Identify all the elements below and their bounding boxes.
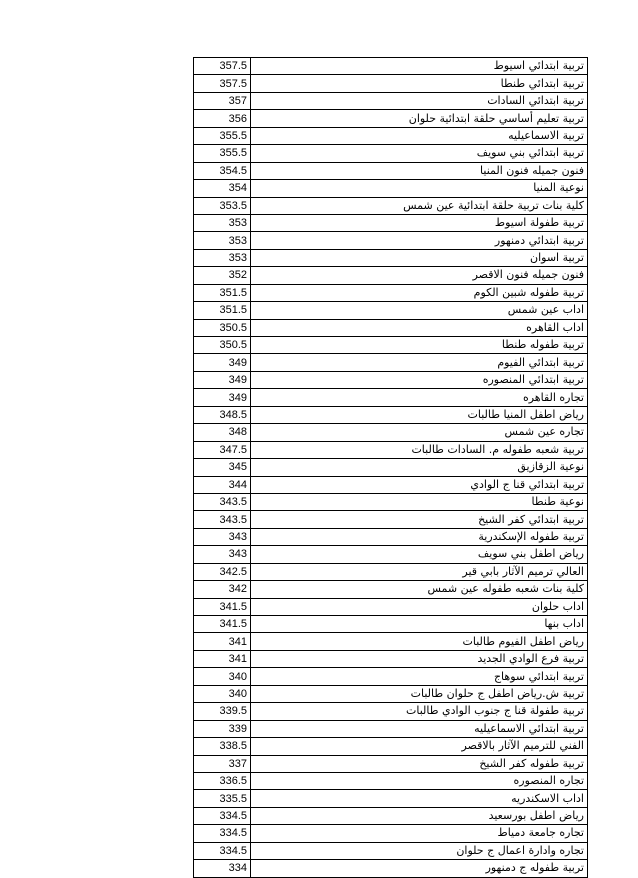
table-row bbox=[194, 703, 588, 720]
faculty-name-cell: تربية ابتدائي السادات bbox=[251, 92, 588, 109]
faculty-name-cell: تربية الاسماعيليه bbox=[251, 127, 588, 144]
table-row bbox=[194, 337, 588, 354]
faculty-name-cell: تربية ابتدائي الفيوم bbox=[251, 354, 588, 371]
table-row bbox=[194, 633, 588, 650]
score-cell: 355.5 bbox=[194, 127, 251, 144]
faculty-name-cell: اداب حلوان bbox=[251, 598, 588, 615]
score-cell: 353 bbox=[194, 214, 251, 231]
table-row bbox=[194, 546, 588, 563]
faculty-name-cell: رياض اطفل المنيا طالبات bbox=[251, 406, 588, 423]
score-cell: 344 bbox=[194, 476, 251, 493]
faculty-name-cell: تجاره المنصوره bbox=[251, 772, 588, 789]
faculty-name-cell: اداب القاهره bbox=[251, 319, 588, 336]
score-cell: 357.5 bbox=[194, 75, 251, 92]
score-cell: 339 bbox=[194, 720, 251, 737]
score-cell: 354.5 bbox=[194, 162, 251, 179]
faculty-name-cell: تربية طفولة اسيوط bbox=[251, 214, 588, 231]
table-row bbox=[194, 720, 588, 737]
table-row bbox=[194, 459, 588, 476]
faculty-name-cell: نوعية المنيا bbox=[251, 180, 588, 197]
faculty-name-cell: تربية طفوله كفر الشيخ bbox=[251, 755, 588, 772]
table-row bbox=[194, 110, 588, 127]
faculty-name-cell: اداب عين شمس bbox=[251, 302, 588, 319]
faculty-name-cell: تربية ابتدائي اسيوط bbox=[251, 58, 588, 75]
score-cell: 357.5 bbox=[194, 58, 251, 75]
table-row bbox=[194, 180, 588, 197]
score-cell: 337 bbox=[194, 755, 251, 772]
score-cell: 353 bbox=[194, 232, 251, 249]
score-cell: 341 bbox=[194, 650, 251, 667]
table-row bbox=[194, 389, 588, 406]
score-cell: 349 bbox=[194, 354, 251, 371]
table-row bbox=[194, 493, 588, 510]
score-cell: 350.5 bbox=[194, 319, 251, 336]
table-row bbox=[194, 616, 588, 633]
table-row bbox=[194, 58, 588, 75]
table-row bbox=[194, 772, 588, 789]
table-row bbox=[194, 738, 588, 755]
table-row bbox=[194, 249, 588, 266]
score-cell: 351.5 bbox=[194, 302, 251, 319]
table-row bbox=[194, 790, 588, 807]
score-cell: 342 bbox=[194, 581, 251, 598]
table-body bbox=[194, 58, 588, 878]
table-row bbox=[194, 598, 588, 615]
faculty-name-cell: تربية طفوله شبين الكوم bbox=[251, 284, 588, 301]
score-cell: 342.5 bbox=[194, 563, 251, 580]
score-cell: 355.5 bbox=[194, 145, 251, 162]
score-cell: 348 bbox=[194, 424, 251, 441]
score-cell: 334.5 bbox=[194, 807, 251, 824]
score-cell: 341.5 bbox=[194, 616, 251, 633]
faculty-name-cell: تربية ابتدائي سوهاج bbox=[251, 668, 588, 685]
score-cell: 351.5 bbox=[194, 284, 251, 301]
score-cell: 343.5 bbox=[194, 511, 251, 528]
table-row bbox=[194, 685, 588, 702]
table-row bbox=[194, 511, 588, 528]
score-cell: 343 bbox=[194, 546, 251, 563]
score-cell: 340 bbox=[194, 685, 251, 702]
table-row bbox=[194, 127, 588, 144]
table-row bbox=[194, 563, 588, 580]
faculty-name-cell: العالي ترميم الآثار بابي قير bbox=[251, 563, 588, 580]
faculty-name-cell: تجاره القاهره bbox=[251, 389, 588, 406]
table-row bbox=[194, 424, 588, 441]
table-row bbox=[194, 860, 588, 877]
faculty-name-cell: تربية ابتدائي المنصوره bbox=[251, 371, 588, 388]
table-row bbox=[194, 162, 588, 179]
faculty-name-cell: تربية ابتدائي طنطا bbox=[251, 75, 588, 92]
table-row bbox=[194, 668, 588, 685]
faculty-name-cell: تربية ابتدائي دمنهور bbox=[251, 232, 588, 249]
faculty-name-cell: تربية ابتدائي كفر الشيخ bbox=[251, 511, 588, 528]
table-row bbox=[194, 302, 588, 319]
table-row bbox=[194, 145, 588, 162]
faculty-name-cell: كلية بنات شعبه طفوله عين شمس bbox=[251, 581, 588, 598]
score-cell: 339.5 bbox=[194, 703, 251, 720]
table-row bbox=[194, 825, 588, 842]
score-cell: 334 bbox=[194, 860, 251, 877]
faculty-name-cell: تربية طفولة قنا ج جنوب الوادي طالبات bbox=[251, 703, 588, 720]
faculty-name-cell: تجاره وادارة اعمال ج حلوان bbox=[251, 842, 588, 859]
score-cell: 340 bbox=[194, 668, 251, 685]
faculty-name-cell: تجاره جامعة دمياط bbox=[251, 825, 588, 842]
score-cell: 354 bbox=[194, 180, 251, 197]
score-cell: 352 bbox=[194, 267, 251, 284]
score-cell: 350.5 bbox=[194, 337, 251, 354]
score-cell: 345 bbox=[194, 459, 251, 476]
faculty-name-cell: تربية طفوله ج دمنهور bbox=[251, 860, 588, 877]
faculty-name-cell: نوعية طنطا bbox=[251, 493, 588, 510]
table-row bbox=[194, 354, 588, 371]
score-cell: 349 bbox=[194, 389, 251, 406]
table-row bbox=[194, 371, 588, 388]
table-row bbox=[194, 842, 588, 859]
score-cell: 341 bbox=[194, 633, 251, 650]
table-row bbox=[194, 267, 588, 284]
score-cell: 341.5 bbox=[194, 598, 251, 615]
faculty-name-cell: تربية ابتدائي قنا ج الوادي bbox=[251, 476, 588, 493]
faculty-name-cell: رياض اطفل بورسعيد bbox=[251, 807, 588, 824]
faculty-name-cell: اداب بنها bbox=[251, 616, 588, 633]
faculty-name-cell: تربية تعليم أساسي حلقة ابتدائية حلوان bbox=[251, 110, 588, 127]
faculty-name-cell: تربية ابتدائي بني سويف bbox=[251, 145, 588, 162]
faculty-name-cell: تربية ابتدائي الاسماعيليه bbox=[251, 720, 588, 737]
faculty-name-cell: رياض اطفل الفيوم طالبات bbox=[251, 633, 588, 650]
results-table bbox=[193, 57, 588, 878]
table-row bbox=[194, 92, 588, 109]
score-cell: 347.5 bbox=[194, 441, 251, 458]
score-cell: 338.5 bbox=[194, 738, 251, 755]
faculty-name-cell: رياض اطفل بني سويف bbox=[251, 546, 588, 563]
faculty-name-cell: اداب الاسكندريه bbox=[251, 790, 588, 807]
table-row bbox=[194, 406, 588, 423]
table-row bbox=[194, 441, 588, 458]
table-row bbox=[194, 284, 588, 301]
score-cell: 353 bbox=[194, 249, 251, 266]
score-cell: 335.5 bbox=[194, 790, 251, 807]
table-row bbox=[194, 232, 588, 249]
table-row bbox=[194, 650, 588, 667]
score-cell: 343.5 bbox=[194, 493, 251, 510]
score-cell: 334.5 bbox=[194, 825, 251, 842]
table-row bbox=[194, 755, 588, 772]
faculty-name-cell: تربية شعبه طفوله م. السادات طالبات bbox=[251, 441, 588, 458]
score-cell: 357 bbox=[194, 92, 251, 109]
score-cell: 336.5 bbox=[194, 772, 251, 789]
score-cell: 353.5 bbox=[194, 197, 251, 214]
faculty-name-cell: كلية بنات تربية حلقة ابتدائية عين شمس bbox=[251, 197, 588, 214]
table-row bbox=[194, 581, 588, 598]
table-row bbox=[194, 214, 588, 231]
faculty-name-cell: تربية فرع الوادي الجديد bbox=[251, 650, 588, 667]
score-cell: 348.5 bbox=[194, 406, 251, 423]
table-row bbox=[194, 807, 588, 824]
table-row bbox=[194, 528, 588, 545]
score-cell: 343 bbox=[194, 528, 251, 545]
table-row bbox=[194, 197, 588, 214]
faculty-name-cell: نوعية الزقازيق bbox=[251, 459, 588, 476]
faculty-name-cell: تربية اسوان bbox=[251, 249, 588, 266]
score-cell: 356 bbox=[194, 110, 251, 127]
table-row bbox=[194, 75, 588, 92]
score-cell: 349 bbox=[194, 371, 251, 388]
faculty-name-cell: تجاره عين شمس bbox=[251, 424, 588, 441]
score-cell: 334.5 bbox=[194, 842, 251, 859]
table-row bbox=[194, 476, 588, 493]
faculty-name-cell: تربية طفوله طنطا bbox=[251, 337, 588, 354]
faculty-name-cell: تربية ش.رياض اطفل ج حلوان طالبات bbox=[251, 685, 588, 702]
table-row bbox=[194, 319, 588, 336]
faculty-name-cell: فنون جميله فنون الاقصر bbox=[251, 267, 588, 284]
faculty-name-cell: فنون جميله فنون المنيا bbox=[251, 162, 588, 179]
faculty-name-cell: الفني للترميم الآثار بالاقصر bbox=[251, 738, 588, 755]
faculty-name-cell: تربية طفوله الإسكندرية bbox=[251, 528, 588, 545]
